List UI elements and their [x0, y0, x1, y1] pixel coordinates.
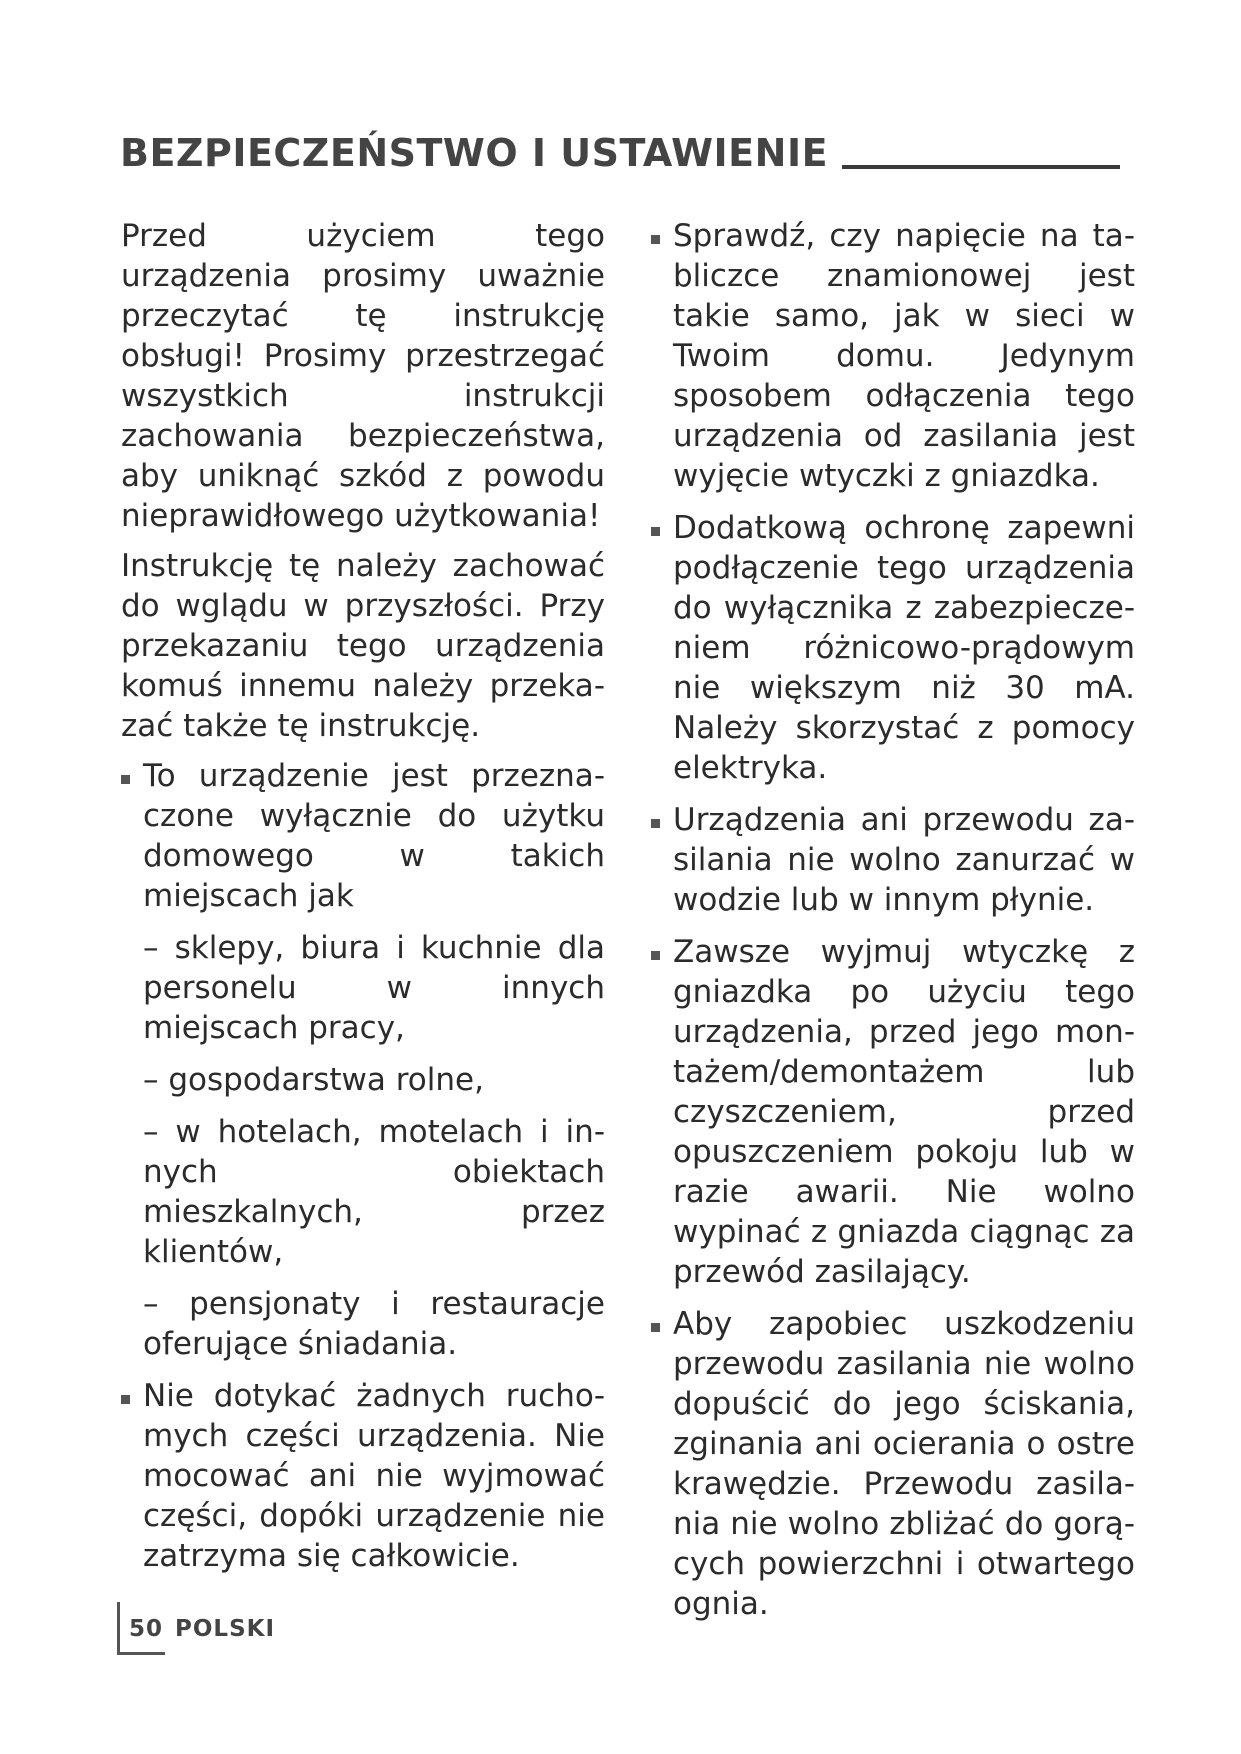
bullet-text: Nie dotykać żadnych ruchomych części urządzenia. Nie mocować ani nie wyjmować części, dopóki urządzenie nie zatrzyma się całkowicie. [143, 1378, 605, 1574]
left-column [121, 216, 605, 1588]
footer-base-line [117, 1652, 165, 1655]
bullet-text: To urządzenie jest przeznaczone wyłącznie do użytku domowego w takich miejscach jak [143, 758, 605, 914]
intro-paragraph: Instrukcję tę należy zachować do wglądu w przyszłości. Przy przekazaniu tego urządzenia komuś innemu należy przekazać także tę instrukcję. [121, 548, 605, 744]
bullet-item [651, 932, 1135, 1292]
bullet-square-icon [651, 527, 660, 536]
bullet-text: Dodatkową ochronę zapewni podłączenie tego urządzenia do wyłącznika z zabezpieczeniem różnicowo-prądowym nie większym niż 30 mA. Należy skorzystać z pomocy elektryka. [673, 510, 1135, 786]
bullet-item [651, 800, 1135, 920]
bullet-item [651, 508, 1135, 788]
sub-item: – w hotelach, motelach i innych obiektach mieszkalnych, przez klientów, [143, 1114, 605, 1270]
page-footer [117, 1602, 317, 1656]
section-title: BEZPIECZEŃSTWO I USTAWIENIE [120, 131, 829, 175]
language-label: POLSKI [175, 1616, 276, 1642]
section-header [120, 112, 1120, 175]
bullet-text: Sprawdź, czy napięcie na tabliczce znamionowej jest takie samo, jak w sieci w Twoim domu. Jedynym sposobem odłączenia tego urządzenia od zasilania jest wyjęcie wtyczki z gniazdka. [673, 218, 1135, 494]
header-rule [842, 165, 1120, 169]
bullet-square-icon [651, 1323, 660, 1332]
right-column [651, 216, 1135, 1636]
bullet-square-icon [121, 775, 130, 784]
bullet-item [651, 1304, 1135, 1624]
footer-bar [117, 1602, 120, 1654]
intro-paragraph: Przed użyciem tego urządzenia prosimy uważnie przeczytać tę instrukcję obsługi! Prosimy przestrzegać wszystkich instrukcji zachowania bezpieczeństwa, aby uniknąć szkód z powodu nieprawidłowego użytkowania! [121, 218, 605, 534]
bullet-item [121, 756, 605, 916]
sub-item: – sklepy, biura i kuchnie dla personelu w innych miejscach pracy, [143, 930, 605, 1046]
bullet-square-icon [651, 819, 660, 828]
bullet-square-icon [651, 235, 660, 244]
footer-label [129, 1616, 287, 1642]
bullet-text: Urządzenia ani przewodu zasilania nie wolno zanurzać w wodzie lub w innym płynie. [673, 802, 1135, 918]
bullet-text: Aby zapobiec uszkodzeniu przewodu zasilania nie wolno dopuścić do jego ściskania, zginania ani ocierania o ostre krawędzie. Przewodu zasilania nie wolno zbliżać do gorących powierzchni i otwartego ognia. [673, 1306, 1135, 1622]
sub-item: – gospodarstwa rolne, [143, 1062, 484, 1098]
bullet-text: Zawsze wyjmuj wtyczkę z gniazdka po użyciu tego urządzenia, przed jego montażem/demontażem lub czyszczeniem, przed opuszczeniem pokoju lub w razie awarii. Nie wolno wypinać z gniazda ciągnąc za przewód zasilający. [673, 934, 1135, 1290]
page-number: 50 [129, 1616, 164, 1642]
bullet-square-icon [651, 951, 660, 960]
sub-item: – pensjonaty i restauracje oferujące śniadania. [143, 1286, 605, 1362]
bullet-item [121, 1376, 605, 1576]
bullet-item [651, 216, 1135, 496]
bullet-square-icon [121, 1395, 130, 1404]
